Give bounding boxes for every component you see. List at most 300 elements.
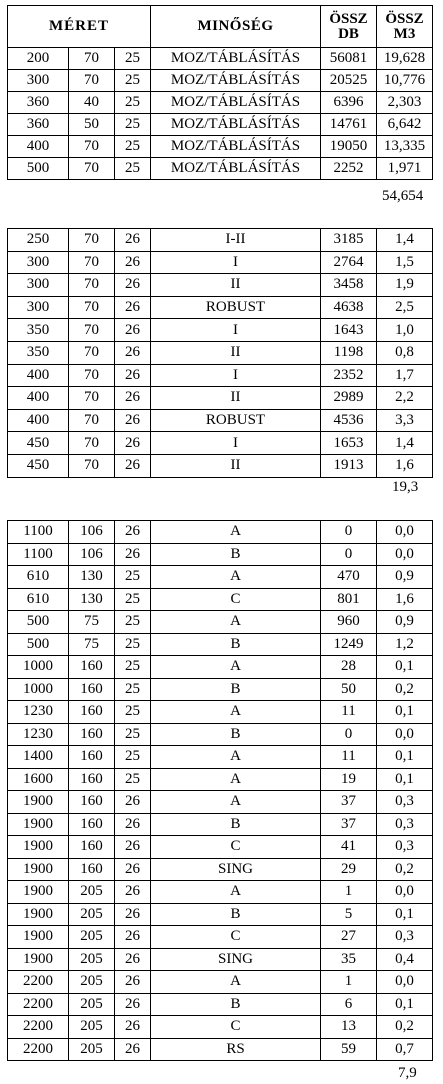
cell-size-c: 25 — [115, 566, 151, 589]
table-row — [8, 836, 433, 859]
table-row — [8, 881, 433, 904]
cell-size-b: 160 — [69, 768, 115, 791]
header-ossz-m3-line1: ÖSSZ — [385, 10, 424, 27]
cell-quality: MOZ/TÁBLÁSÍTÁS — [151, 92, 321, 114]
cell-volume-m3: 2,2 — [377, 387, 433, 410]
cell-size-c: 26 — [115, 296, 151, 319]
cell-volume-m3: 1,2 — [377, 633, 433, 656]
cell-size-b: 160 — [69, 791, 115, 814]
cell-size-b: 50 — [69, 114, 115, 136]
cell-quality: B — [151, 903, 321, 926]
cell-size-a: 1100 — [8, 521, 69, 544]
cell-qty-db: 801 — [321, 588, 377, 611]
section-2-total: 19,3 — [392, 479, 419, 495]
cell-volume-m3: 2,5 — [377, 296, 433, 319]
table-row — [8, 971, 433, 994]
cell-qty-db: 3185 — [321, 229, 377, 252]
cell-quality: I-II — [151, 229, 321, 252]
cell-size-c: 26 — [115, 409, 151, 432]
cell-qty-db: 470 — [321, 566, 377, 589]
table-row — [8, 656, 433, 679]
table-row — [8, 588, 433, 611]
cell-volume-m3: 0,0 — [377, 881, 433, 904]
cell-size-b: 160 — [69, 701, 115, 724]
cell-size-a: 300 — [8, 251, 69, 274]
cell-size-a: 500 — [8, 611, 69, 634]
cell-size-c: 26 — [115, 1038, 151, 1061]
cell-size-a: 2200 — [8, 1016, 69, 1039]
cell-volume-m3: 0,3 — [377, 836, 433, 859]
cell-size-c: 26 — [115, 229, 151, 252]
table-row — [8, 521, 433, 544]
header-ossz-m3 — [377, 6, 433, 48]
cell-size-b: 40 — [69, 92, 115, 114]
header-minoseg: MINŐSÉG — [151, 6, 321, 48]
table-row — [8, 1016, 433, 1039]
cell-size-b: 70 — [69, 432, 115, 455]
cell-size-c: 26 — [115, 364, 151, 387]
cell-size-c: 26 — [115, 454, 151, 477]
cell-volume-m3: 1,0 — [377, 319, 433, 342]
cell-volume-m3: 0,2 — [377, 1016, 433, 1039]
cell-volume-m3: 0,0 — [377, 971, 433, 994]
cell-quality: MOZ/TÁBLÁSÍTÁS — [151, 70, 321, 92]
table-row — [8, 993, 433, 1016]
cell-size-c: 25 — [115, 136, 151, 158]
table-row — [8, 296, 433, 319]
cell-volume-m3: 0,3 — [377, 813, 433, 836]
cell-quality: B — [151, 633, 321, 656]
cell-volume-m3: 0,3 — [377, 926, 433, 949]
cell-size-a: 2200 — [8, 971, 69, 994]
cell-size-a: 350 — [8, 319, 69, 342]
cell-quality: A — [151, 791, 321, 814]
table-row — [8, 723, 433, 746]
cell-size-a: 250 — [8, 229, 69, 252]
table-row — [8, 903, 433, 926]
cell-volume-m3: 0,1 — [377, 656, 433, 679]
cell-size-b: 130 — [69, 588, 115, 611]
cell-size-b: 205 — [69, 948, 115, 971]
cell-qty-db: 4638 — [321, 296, 377, 319]
cell-quality: A — [151, 701, 321, 724]
table-row — [8, 229, 433, 252]
cell-size-b: 205 — [69, 903, 115, 926]
table-section-3 — [7, 520, 433, 1061]
cell-size-a: 1230 — [8, 701, 69, 724]
cell-size-b: 160 — [69, 836, 115, 859]
cell-size-c: 25 — [115, 611, 151, 634]
cell-size-a: 500 — [8, 158, 69, 180]
cell-quality: I — [151, 319, 321, 342]
cell-quality: C — [151, 1016, 321, 1039]
cell-qty-db: 11 — [321, 746, 377, 769]
cell-size-b: 70 — [69, 136, 115, 158]
cell-quality: A — [151, 521, 321, 544]
table-row — [8, 678, 433, 701]
cell-size-c: 25 — [115, 746, 151, 769]
cell-size-a: 350 — [8, 341, 69, 364]
cell-size-b: 70 — [69, 296, 115, 319]
table-row — [8, 387, 433, 410]
cell-qty-db: 37 — [321, 791, 377, 814]
table-row — [8, 319, 433, 342]
cell-qty-db: 0 — [321, 543, 377, 566]
table-row — [8, 633, 433, 656]
cell-quality: RS — [151, 1038, 321, 1061]
cell-size-c: 25 — [115, 114, 151, 136]
cell-volume-m3: 6,642 — [377, 114, 433, 136]
cell-volume-m3: 0,0 — [377, 723, 433, 746]
cell-volume-m3: 13,335 — [377, 136, 433, 158]
cell-quality: B — [151, 678, 321, 701]
cell-qty-db: 1913 — [321, 454, 377, 477]
table-row — [8, 858, 433, 881]
cell-qty-db: 1643 — [321, 319, 377, 342]
cell-size-b: 70 — [69, 70, 115, 92]
table-row — [8, 454, 433, 477]
cell-volume-m3: 10,776 — [377, 70, 433, 92]
cell-qty-db: 1198 — [321, 341, 377, 364]
table-row — [8, 409, 433, 432]
cell-size-b: 70 — [69, 229, 115, 252]
cell-qty-db: 27 — [321, 926, 377, 949]
cell-qty-db: 59 — [321, 1038, 377, 1061]
cell-size-c: 26 — [115, 387, 151, 410]
cell-size-c: 25 — [115, 48, 151, 70]
cell-qty-db: 56081 — [321, 48, 377, 70]
cell-size-a: 1000 — [8, 656, 69, 679]
cell-quality: B — [151, 543, 321, 566]
cell-qty-db: 35 — [321, 948, 377, 971]
cell-size-b: 70 — [69, 341, 115, 364]
cell-quality: SING — [151, 948, 321, 971]
cell-size-a: 1230 — [8, 723, 69, 746]
cell-quality: I — [151, 251, 321, 274]
cell-volume-m3: 1,971 — [377, 158, 433, 180]
cell-size-a: 200 — [8, 48, 69, 70]
cell-quality: MOZ/TÁBLÁSÍTÁS — [151, 48, 321, 70]
cell-size-b: 130 — [69, 566, 115, 589]
cell-size-b: 70 — [69, 387, 115, 410]
cell-volume-m3: 0,7 — [377, 1038, 433, 1061]
cell-volume-m3: 3,3 — [377, 409, 433, 432]
cell-qty-db: 1653 — [321, 432, 377, 455]
cell-quality: ROBUST — [151, 409, 321, 432]
cell-qty-db: 0 — [321, 521, 377, 544]
cell-quality: MOZ/TÁBLÁSÍTÁS — [151, 158, 321, 180]
cell-qty-db: 0 — [321, 723, 377, 746]
cell-size-c: 25 — [115, 588, 151, 611]
cell-size-b: 75 — [69, 611, 115, 634]
cell-size-a: 1900 — [8, 813, 69, 836]
cell-quality: C — [151, 588, 321, 611]
cell-size-b: 70 — [69, 454, 115, 477]
cell-size-c: 26 — [115, 1016, 151, 1039]
cell-quality: B — [151, 813, 321, 836]
table-row — [8, 70, 433, 92]
cell-quality: SING — [151, 858, 321, 881]
cell-quality: C — [151, 926, 321, 949]
cell-quality: II — [151, 454, 321, 477]
cell-volume-m3: 0,1 — [377, 768, 433, 791]
table-row — [8, 274, 433, 297]
cell-volume-m3: 0,1 — [377, 701, 433, 724]
cell-size-c: 25 — [115, 633, 151, 656]
cell-volume-m3: 0,9 — [377, 566, 433, 589]
cell-volume-m3: 2,303 — [377, 92, 433, 114]
table-row — [8, 251, 433, 274]
cell-volume-m3: 0,1 — [377, 993, 433, 1016]
cell-quality: MOZ/TÁBLÁSÍTÁS — [151, 114, 321, 136]
cell-size-a: 610 — [8, 566, 69, 589]
cell-size-c: 26 — [115, 432, 151, 455]
cell-size-b: 160 — [69, 746, 115, 769]
cell-qty-db: 6396 — [321, 92, 377, 114]
cell-qty-db: 1249 — [321, 633, 377, 656]
cell-size-b: 70 — [69, 364, 115, 387]
cell-quality: A — [151, 881, 321, 904]
cell-qty-db: 41 — [321, 836, 377, 859]
cell-quality: B — [151, 723, 321, 746]
table-row — [8, 1038, 433, 1061]
cell-quality: C — [151, 836, 321, 859]
table-row — [8, 158, 433, 180]
cell-size-b: 160 — [69, 656, 115, 679]
cell-size-b: 106 — [69, 521, 115, 544]
table-row — [8, 432, 433, 455]
cell-volume-m3: 0,4 — [377, 948, 433, 971]
cell-qty-db: 960 — [321, 611, 377, 634]
cell-quality: A — [151, 566, 321, 589]
cell-qty-db: 50 — [321, 678, 377, 701]
cell-size-c: 26 — [115, 881, 151, 904]
cell-size-b: 205 — [69, 993, 115, 1016]
cell-size-a: 400 — [8, 387, 69, 410]
cell-volume-m3: 1,4 — [377, 229, 433, 252]
cell-size-c: 26 — [115, 926, 151, 949]
cell-size-a: 360 — [8, 92, 69, 114]
cell-volume-m3: 1,7 — [377, 364, 433, 387]
cell-qty-db: 28 — [321, 656, 377, 679]
header-meret: MÉRET — [8, 6, 151, 48]
cell-quality: A — [151, 656, 321, 679]
cell-size-c: 26 — [115, 543, 151, 566]
cell-size-a: 2200 — [8, 1038, 69, 1061]
cell-size-a: 450 — [8, 432, 69, 455]
table-row — [8, 791, 433, 814]
cell-size-a: 300 — [8, 274, 69, 297]
cell-size-a: 2200 — [8, 993, 69, 1016]
cell-size-c: 26 — [115, 993, 151, 1016]
cell-size-c: 25 — [115, 92, 151, 114]
table-row — [8, 701, 433, 724]
cell-size-b: 70 — [69, 409, 115, 432]
cell-size-b: 70 — [69, 158, 115, 180]
table-row — [8, 926, 433, 949]
cell-volume-m3: 1,9 — [377, 274, 433, 297]
cell-size-b: 160 — [69, 858, 115, 881]
cell-size-b: 205 — [69, 881, 115, 904]
cell-qty-db: 19050 — [321, 136, 377, 158]
cell-size-a: 1400 — [8, 746, 69, 769]
cell-quality: A — [151, 746, 321, 769]
section-1-total: 54,654 — [382, 188, 424, 204]
table-row — [8, 92, 433, 114]
cell-size-a: 1900 — [8, 858, 69, 881]
cell-volume-m3: 0,9 — [377, 611, 433, 634]
cell-size-b: 160 — [69, 678, 115, 701]
cell-size-c: 25 — [115, 70, 151, 92]
cell-quality: A — [151, 971, 321, 994]
cell-volume-m3: 0,1 — [377, 746, 433, 769]
cell-size-c: 25 — [115, 768, 151, 791]
cell-size-a: 1100 — [8, 543, 69, 566]
cell-volume-m3: 0,3 — [377, 791, 433, 814]
header-row — [8, 6, 433, 48]
cell-quality: B — [151, 993, 321, 1016]
cell-size-c: 26 — [115, 319, 151, 342]
cell-qty-db: 19 — [321, 768, 377, 791]
cell-size-b: 205 — [69, 1016, 115, 1039]
cell-volume-m3: 0,2 — [377, 678, 433, 701]
cell-volume-m3: 1,6 — [377, 588, 433, 611]
cell-size-b: 75 — [69, 633, 115, 656]
cell-size-c: 26 — [115, 948, 151, 971]
cell-volume-m3: 1,4 — [377, 432, 433, 455]
cell-size-a: 360 — [8, 114, 69, 136]
table-row — [8, 364, 433, 387]
cell-size-c: 25 — [115, 656, 151, 679]
cell-volume-m3: 0,0 — [377, 543, 433, 566]
cell-size-a: 1900 — [8, 791, 69, 814]
cell-size-a: 1600 — [8, 768, 69, 791]
cell-size-c: 25 — [115, 723, 151, 746]
table-row — [8, 611, 433, 634]
cell-qty-db: 2989 — [321, 387, 377, 410]
cell-quality: I — [151, 364, 321, 387]
table-row — [8, 566, 433, 589]
cell-volume-m3: 0,2 — [377, 858, 433, 881]
cell-size-b: 205 — [69, 971, 115, 994]
cell-size-b: 160 — [69, 723, 115, 746]
header-ossz-m3-line2: M3 — [393, 25, 416, 42]
cell-quality: A — [151, 611, 321, 634]
cell-quality: A — [151, 768, 321, 791]
cell-size-b: 70 — [69, 319, 115, 342]
cell-qty-db: 2352 — [321, 364, 377, 387]
cell-qty-db: 6 — [321, 993, 377, 1016]
table-section-1 — [7, 5, 433, 180]
cell-qty-db: 2764 — [321, 251, 377, 274]
cell-size-a: 1900 — [8, 903, 69, 926]
cell-size-a: 300 — [8, 296, 69, 319]
cell-size-b: 70 — [69, 251, 115, 274]
section-3-total: 7,9 — [398, 1065, 417, 1081]
cell-qty-db: 1 — [321, 881, 377, 904]
cell-size-b: 106 — [69, 543, 115, 566]
cell-size-c: 26 — [115, 341, 151, 364]
cell-quality: MOZ/TÁBLÁSÍTÁS — [151, 136, 321, 158]
cell-qty-db: 5 — [321, 903, 377, 926]
cell-size-c: 26 — [115, 971, 151, 994]
cell-qty-db: 2252 — [321, 158, 377, 180]
cell-qty-db: 1 — [321, 971, 377, 994]
cell-size-b: 205 — [69, 926, 115, 949]
cell-size-c: 26 — [115, 858, 151, 881]
table-row — [8, 136, 433, 158]
table-row — [8, 48, 433, 70]
cell-volume-m3: 19,628 — [377, 48, 433, 70]
cell-qty-db: 14761 — [321, 114, 377, 136]
cell-size-a: 1900 — [8, 836, 69, 859]
header-ossz-db-line2: DB — [338, 25, 359, 42]
cell-size-a: 300 — [8, 70, 69, 92]
table-row — [8, 948, 433, 971]
cell-size-b: 70 — [69, 48, 115, 70]
cell-qty-db: 37 — [321, 813, 377, 836]
cell-size-a: 1900 — [8, 948, 69, 971]
table-row — [8, 114, 433, 136]
cell-size-a: 500 — [8, 633, 69, 656]
cell-size-c: 25 — [115, 158, 151, 180]
cell-qty-db: 4536 — [321, 409, 377, 432]
cell-volume-m3: 1,5 — [377, 251, 433, 274]
cell-size-c: 26 — [115, 274, 151, 297]
cell-size-c: 26 — [115, 791, 151, 814]
cell-volume-m3: 1,6 — [377, 454, 433, 477]
cell-qty-db: 20525 — [321, 70, 377, 92]
table-section-2 — [7, 228, 433, 478]
cell-size-a: 1000 — [8, 678, 69, 701]
cell-qty-db: 11 — [321, 701, 377, 724]
cell-size-c: 26 — [115, 521, 151, 544]
cell-size-c: 26 — [115, 813, 151, 836]
cell-size-b: 70 — [69, 274, 115, 297]
header-ossz-db-line1: ÖSSZ — [329, 10, 368, 27]
cell-qty-db: 3458 — [321, 274, 377, 297]
cell-quality: I — [151, 432, 321, 455]
cell-size-a: 610 — [8, 588, 69, 611]
cell-volume-m3: 0,8 — [377, 341, 433, 364]
cell-size-c: 25 — [115, 701, 151, 724]
cell-size-a: 400 — [8, 364, 69, 387]
cell-size-b: 160 — [69, 813, 115, 836]
cell-size-b: 205 — [69, 1038, 115, 1061]
cell-volume-m3: 0,1 — [377, 903, 433, 926]
cell-quality: II — [151, 274, 321, 297]
cell-qty-db: 13 — [321, 1016, 377, 1039]
cell-size-c: 26 — [115, 836, 151, 859]
cell-quality: ROBUST — [151, 296, 321, 319]
cell-size-c: 26 — [115, 251, 151, 274]
cell-size-c: 25 — [115, 678, 151, 701]
header-ossz-db — [321, 6, 377, 48]
cell-quality: II — [151, 341, 321, 364]
cell-quality: II — [151, 387, 321, 410]
cell-size-a: 1900 — [8, 926, 69, 949]
cell-volume-m3: 0,0 — [377, 521, 433, 544]
table-row — [8, 768, 433, 791]
cell-qty-db: 29 — [321, 858, 377, 881]
table-row — [8, 341, 433, 364]
cell-size-a: 400 — [8, 409, 69, 432]
table-row — [8, 813, 433, 836]
table-row — [8, 746, 433, 769]
cell-size-a: 400 — [8, 136, 69, 158]
cell-size-a: 450 — [8, 454, 69, 477]
table-row — [8, 543, 433, 566]
